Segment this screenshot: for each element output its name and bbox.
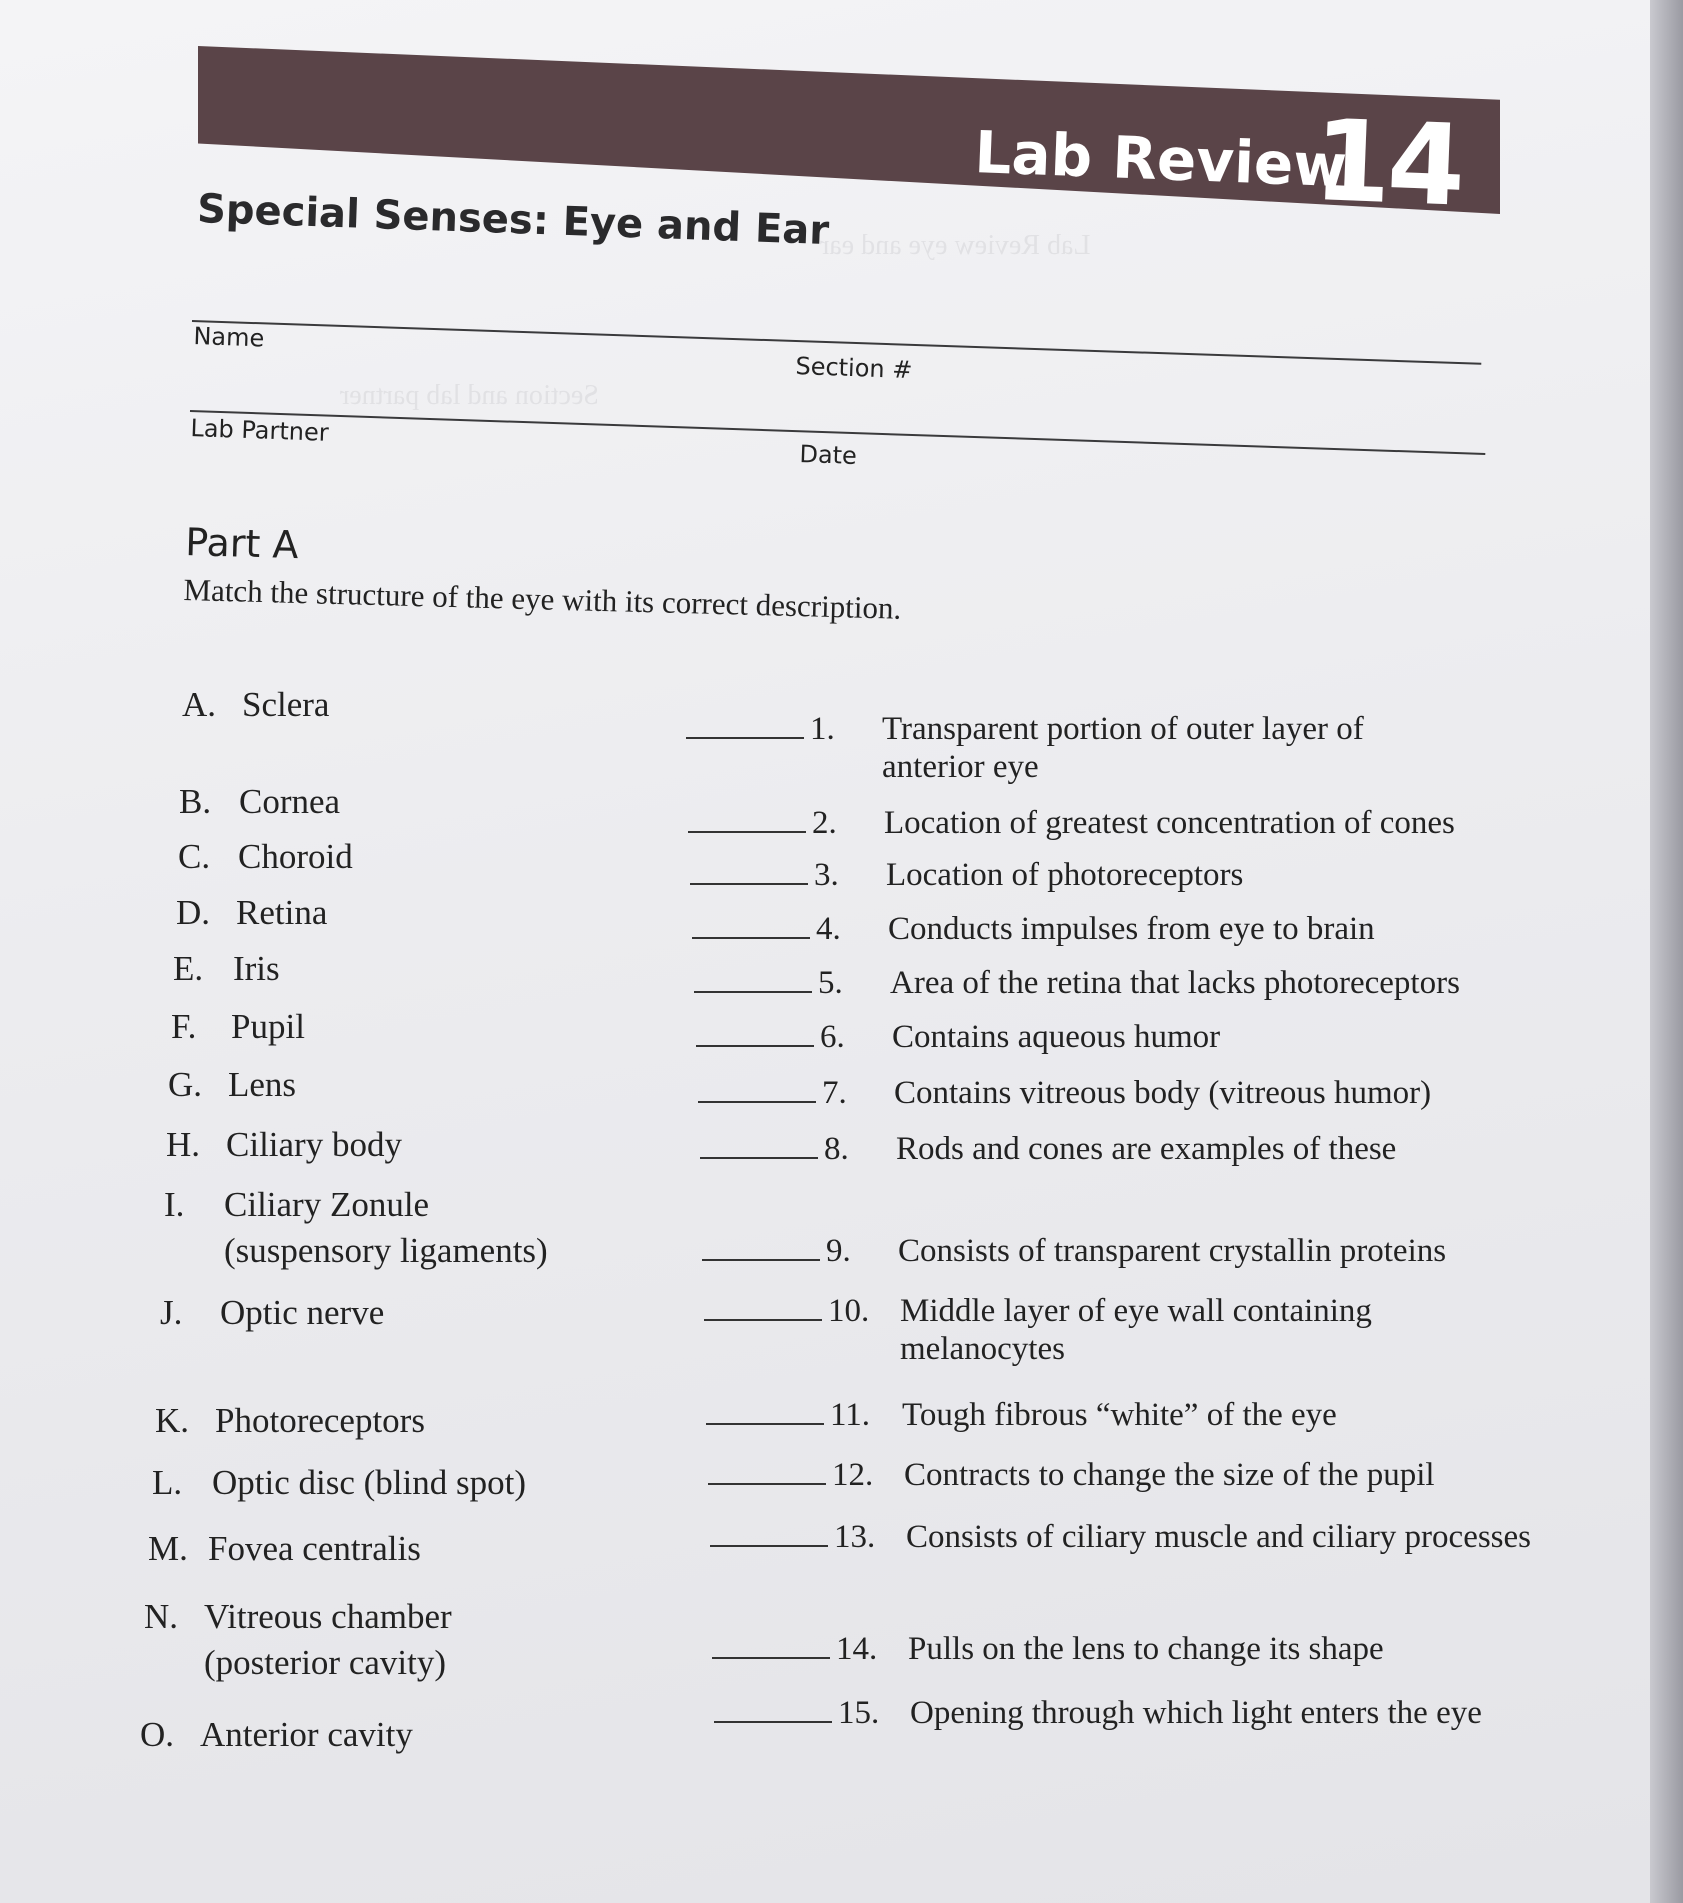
option-item <box>182 682 329 728</box>
option-item <box>168 1062 296 1108</box>
question-row <box>708 1456 1435 1494</box>
option-label: Pupil <box>231 1007 305 1046</box>
option-item <box>166 1122 402 1168</box>
option-sublabel: (posterior cavity) <box>204 1643 446 1682</box>
question-number: 12. <box>832 1457 874 1493</box>
option-label: Sclera <box>242 685 330 724</box>
option-label: Lens <box>228 1065 297 1104</box>
option-label: Retina <box>236 893 328 932</box>
option-item <box>178 834 353 880</box>
question-row <box>690 856 1243 894</box>
question-number: 10. <box>828 1293 870 1329</box>
option-letter: D. <box>176 893 211 932</box>
question-text: Conducts impulses from eye to brain <box>888 911 1375 947</box>
lab-review-number: 14 <box>1311 96 1464 232</box>
answer-blank[interactable] <box>694 965 812 993</box>
answer-blank[interactable] <box>688 805 806 833</box>
question-row <box>696 1018 1220 1056</box>
part-a-title: Part A <box>184 520 300 568</box>
section-label: Section # <box>795 352 913 385</box>
question-number: 4. <box>816 911 841 947</box>
option-label: Choroid <box>238 837 353 876</box>
option-letter: N. <box>144 1597 179 1636</box>
question-row <box>688 804 1455 842</box>
question-number: 9. <box>826 1233 851 1269</box>
question-row <box>698 1074 1431 1112</box>
option-item <box>155 1398 425 1444</box>
option-label: Cornea <box>239 782 341 821</box>
option-label: Anterior cavity <box>200 1715 413 1754</box>
question-row <box>702 1232 1446 1270</box>
option-letter: H. <box>166 1125 201 1164</box>
lab-partner-label: Lab Partner <box>190 414 330 447</box>
option-letter: L. <box>152 1463 183 1502</box>
answer-blank[interactable] <box>714 1695 832 1723</box>
question-number: 2. <box>812 805 837 841</box>
answer-blank[interactable] <box>690 857 808 885</box>
option-label: Ciliary body <box>226 1125 402 1164</box>
option-letter: F. <box>171 1007 197 1046</box>
question-number: 13. <box>834 1519 876 1555</box>
page-edge <box>1650 0 1683 1903</box>
question-row <box>700 1130 1396 1168</box>
question-text: Pulls on the lens to change its shape <box>908 1631 1384 1667</box>
option-item <box>176 890 327 936</box>
answer-blank[interactable] <box>686 711 804 739</box>
question-number: 8. <box>824 1131 849 1167</box>
option-item <box>179 779 340 825</box>
answer-blank[interactable] <box>696 1019 814 1047</box>
option-item <box>171 1004 305 1050</box>
question-text: Location of greatest concentration of cones <box>884 805 1455 841</box>
question-text: Opening through which light enters the eye <box>910 1695 1482 1731</box>
question-number: 11. <box>830 1397 871 1433</box>
option-item <box>152 1460 526 1506</box>
question-number: 6. <box>820 1019 845 1055</box>
question-number: 15. <box>838 1695 880 1731</box>
bleed-through-text: Section and lab partner <box>340 380 599 411</box>
question-text: Rods and cones are examples of these <box>896 1131 1397 1167</box>
date-label: Date <box>799 440 858 470</box>
answer-blank[interactable] <box>708 1457 826 1485</box>
option-label: Photoreceptors <box>215 1401 425 1440</box>
option-item <box>160 1290 384 1336</box>
answer-blank[interactable] <box>698 1075 816 1103</box>
question-row <box>686 710 1364 786</box>
option-label: Optic nerve <box>220 1293 385 1332</box>
part-a-instructions: Match the structure of the eye with its correct description. <box>183 572 902 626</box>
option-item <box>148 1526 421 1572</box>
answer-blank[interactable] <box>700 1131 818 1159</box>
option-letter: A. <box>182 685 217 724</box>
option-label: Optic disc (blind spot) <box>212 1463 526 1502</box>
question-number: 7. <box>822 1075 847 1111</box>
question-text: Contains aqueous humor <box>892 1019 1221 1055</box>
option-letter: B. <box>179 782 212 821</box>
question-text: Location of photoreceptors <box>886 857 1244 893</box>
option-item <box>140 1712 413 1758</box>
question-row <box>712 1630 1384 1668</box>
option-letter: M. <box>148 1529 188 1568</box>
option-letter: C. <box>178 837 211 876</box>
question-row <box>704 1292 1372 1368</box>
question-text: Contains vitreous body (vitreous humor) <box>894 1075 1432 1111</box>
question-text: Area of the retina that lacks photoreceptors <box>890 965 1460 1001</box>
answer-blank[interactable] <box>710 1519 828 1547</box>
question-number: 3. <box>814 857 839 893</box>
question-row <box>694 964 1460 1002</box>
question-text-continued: melanocytes <box>900 1331 1065 1367</box>
option-item <box>144 1594 452 1686</box>
question-text: Consists of transparent crystallin proteins <box>898 1233 1447 1269</box>
page-subtitle: Special Senses: Eye and Ear <box>196 186 830 255</box>
question-number: 1. <box>810 711 835 747</box>
question-row <box>710 1518 1531 1556</box>
question-number: 14. <box>836 1631 878 1667</box>
question-text: Consists of ciliary muscle and ciliary processes <box>906 1519 1532 1555</box>
option-label: Iris <box>233 949 280 988</box>
question-text: Transparent portion of outer layer of <box>882 711 1364 747</box>
question-number: 5. <box>818 965 843 1001</box>
question-text-continued: anterior eye <box>882 749 1039 785</box>
option-letter: G. <box>168 1065 203 1104</box>
option-letter: O. <box>140 1715 175 1754</box>
option-item <box>173 946 280 992</box>
answer-blank[interactable] <box>712 1631 830 1659</box>
bleed-through-text: Lab Review eye and ear <box>820 230 1091 261</box>
answer-blank[interactable] <box>704 1293 822 1321</box>
option-sublabel: (suspensory ligaments) <box>224 1231 548 1270</box>
lab-review-title: Lab Review <box>973 118 1349 201</box>
option-letter: E. <box>173 949 204 988</box>
option-label: Ciliary Zonule <box>224 1185 430 1224</box>
option-letter: K. <box>155 1401 190 1440</box>
name-label: Name <box>193 322 265 353</box>
question-text: Tough fibrous “white” of the eye <box>902 1397 1337 1433</box>
question-text: Middle layer of eye wall containing <box>900 1293 1372 1329</box>
option-label: Fovea centralis <box>208 1529 421 1568</box>
answer-blank[interactable] <box>706 1397 824 1425</box>
answer-blank[interactable] <box>702 1233 820 1261</box>
question-row <box>714 1694 1482 1732</box>
question-row <box>692 910 1375 948</box>
option-letter: J. <box>160 1293 183 1332</box>
option-item <box>164 1182 548 1274</box>
question-row <box>706 1396 1337 1434</box>
option-label: Vitreous chamber <box>204 1597 452 1636</box>
question-text: Contracts to change the size of the pupil <box>904 1457 1435 1493</box>
answer-blank[interactable] <box>692 911 810 939</box>
option-letter: I. <box>164 1185 185 1224</box>
